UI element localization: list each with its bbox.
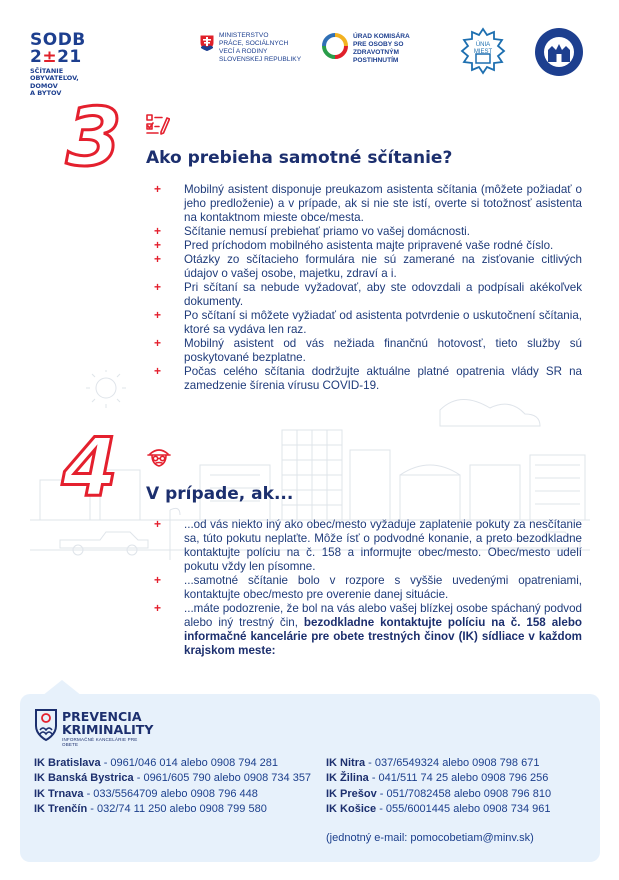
shared-email: (jednotný e-mail: pomocobetiam@minv.sk) — [326, 832, 534, 844]
contact-phone: - 037/6549324 alebo 0908 798 671 — [365, 757, 540, 769]
detective-icon — [146, 444, 172, 470]
contact-row — [326, 756, 596, 771]
section4-item-2: + ...samotné sčítanie bolo v rozpore s vyššie uvedenými opatreniami, kontaktujte obec/mesto pre overenie danej situácie. — [152, 574, 582, 602]
section4-item-1: + ...od vás niekto iný ako obec/mesto vyžaduje zaplatenie pokuty za nesčítanie sa, túto pokutu neplaťte. Môže ísť o podvodné konanie, a preto bezodkladne kontaktujte políciu na č. 158 a informujte obec/mesto. Obec/mesto udelí pokutu vždy len písomne. — [152, 518, 582, 574]
contact-row — [326, 771, 596, 786]
contact-row — [34, 787, 324, 802]
checklist-icon — [146, 112, 170, 138]
sodb-logo — [30, 32, 90, 98]
prevencia-title: PREVENCIA KRIMINALITY — [62, 709, 154, 737]
section3-item: + Po sčítaní si môžete vyžiadať od asistenta potvrdenie o uskutočnení sčítania, ktoré sa vydáva len raz. — [152, 309, 582, 337]
section3-item: + Pred príchodom mobilného asistenta majte pripravené vaše rodné číslo. — [152, 239, 582, 253]
contact-phone: - 032/74 11 250 alebo 0908 799 580 — [87, 803, 267, 816]
zmos-emblem-icon — [533, 26, 585, 78]
section4-item-3-emphasis: bezodkladne kontaktujte políciu na č. 158 alebo informačné kancelárie pre obete trestných činov (IK) sídliace v každom krajskom meste: — [184, 616, 582, 657]
section3-item: + Počas celého sčítania dodržujte aktuálne platné opatrenia vlády SR na zamedzenie šírenia vírusu COVID-19. — [152, 365, 582, 393]
prevencia-subtitle: INFORMAČNÉ KANCELÁRIE PRE OBETE — [62, 737, 138, 747]
prevencia-kriminality-logo — [34, 708, 154, 748]
contact-name: IK Trnava — [34, 787, 84, 800]
contact-phone: - 051/7082458 alebo 0908 796 810 — [376, 787, 552, 800]
section4-item-3-text: ...máte podozrenie, že bol na vás alebo vašej blízkej osobe spáchaný podvod alebo iný trestný čin, — [184, 602, 582, 629]
slovak-coat-of-arms-icon — [199, 34, 215, 52]
section3-number: 3 — [66, 91, 122, 184]
contact-name: IK Trenčín — [34, 803, 88, 816]
section4-title: V prípade, ak... — [146, 484, 294, 504]
contact-phone: - 041/511 74 25 alebo 0908 796 256 — [368, 772, 549, 785]
sodb-logo-pm: ± — [42, 47, 58, 67]
commissioner-text: ÚRAD KOMISÁRA PRE OSOBY SO ZDRAVOTNÝM POSTIHNUTÍM — [353, 33, 410, 64]
sodb-logo-subtitle: SČÍTANIE OBYVATEĽOV, DOMOV A BYTOV — [30, 67, 79, 98]
contact-phone: - 0961/046 014 alebo 0908 794 281 — [100, 757, 279, 769]
contact-row — [326, 787, 596, 802]
section3-item: + Otázky zo sčítacieho formulára nie sú zamerané na zisťovanie citlivých údajov o vašej osobe, majetku, zdraví a i. — [152, 253, 582, 281]
zmos-logo — [533, 26, 585, 78]
contacts-left — [34, 756, 324, 818]
section4-number: 4 — [62, 421, 118, 514]
contact-row — [34, 802, 324, 817]
commissioner-logo — [321, 32, 441, 66]
contact-row — [34, 756, 324, 771]
section3-list — [152, 183, 582, 393]
contact-name: IK Bratislava — [34, 757, 101, 769]
shield-icon — [34, 708, 58, 742]
sun-icon — [96, 378, 116, 398]
contacts-right — [326, 756, 596, 818]
contact-name: IK Nitra — [326, 757, 366, 769]
contact-row — [34, 771, 324, 786]
section3-item: + Pri sčítaní sa nebude vyžadovať, aby ste odovzdali a podpísali akékoľvek dokumenty. — [152, 281, 582, 309]
contact-name: IK Košice — [326, 803, 377, 816]
section3-title: Ako prebieha samotné sčítanie? — [146, 148, 453, 168]
contact-phone: - 0961/605 790 alebo 0908 734 357 — [133, 772, 312, 785]
ministry-text: MINISTERSTVO PRÁCE, SOCIÁLNYCH VECÍ A RODINY SLOVENSKEJ REPUBLIKY — [219, 32, 302, 63]
contact-name: IK Žilina — [326, 772, 369, 785]
commissioner-emblem-icon — [321, 32, 349, 60]
section3-item: + Mobilný asistent od vás nežiada finančnú hotovosť, tieto služby sú poskytované bezplatne. — [152, 337, 582, 365]
sodb-logo-line1: SODB — [30, 30, 86, 50]
contact-phone: - 033/5564709 alebo 0908 796 448 — [83, 787, 258, 800]
contact-phone: - 055/6001445 alebo 0908 734 961 — [376, 803, 551, 816]
section4-list — [152, 518, 582, 658]
contact-name: IK Prešov — [326, 787, 377, 800]
section3-item: + Sčítanie nemusí prebiehať priamo vo vašej domácnosti. — [152, 225, 582, 239]
sodb-logo-2: 2 — [30, 47, 43, 67]
contact-name: IK Banská Bystrica — [34, 772, 134, 785]
contact-row — [326, 802, 596, 817]
unia-text: ÚNIA MIEST — [473, 42, 493, 55]
ministry-logo — [199, 32, 309, 72]
sodb-logo-21: 21 — [57, 47, 82, 67]
section3-item: + Mobilný asistent disponuje preukazom asistenta sčítania (môžete požiadať o jeho predloženie) a v prípade, ak si nie ste istí, overte si totožnosť asistenta na kontaktnom mieste obce/mesta. — [152, 183, 582, 225]
section4-item-3 — [152, 602, 582, 658]
unia-miest-logo — [458, 26, 508, 76]
